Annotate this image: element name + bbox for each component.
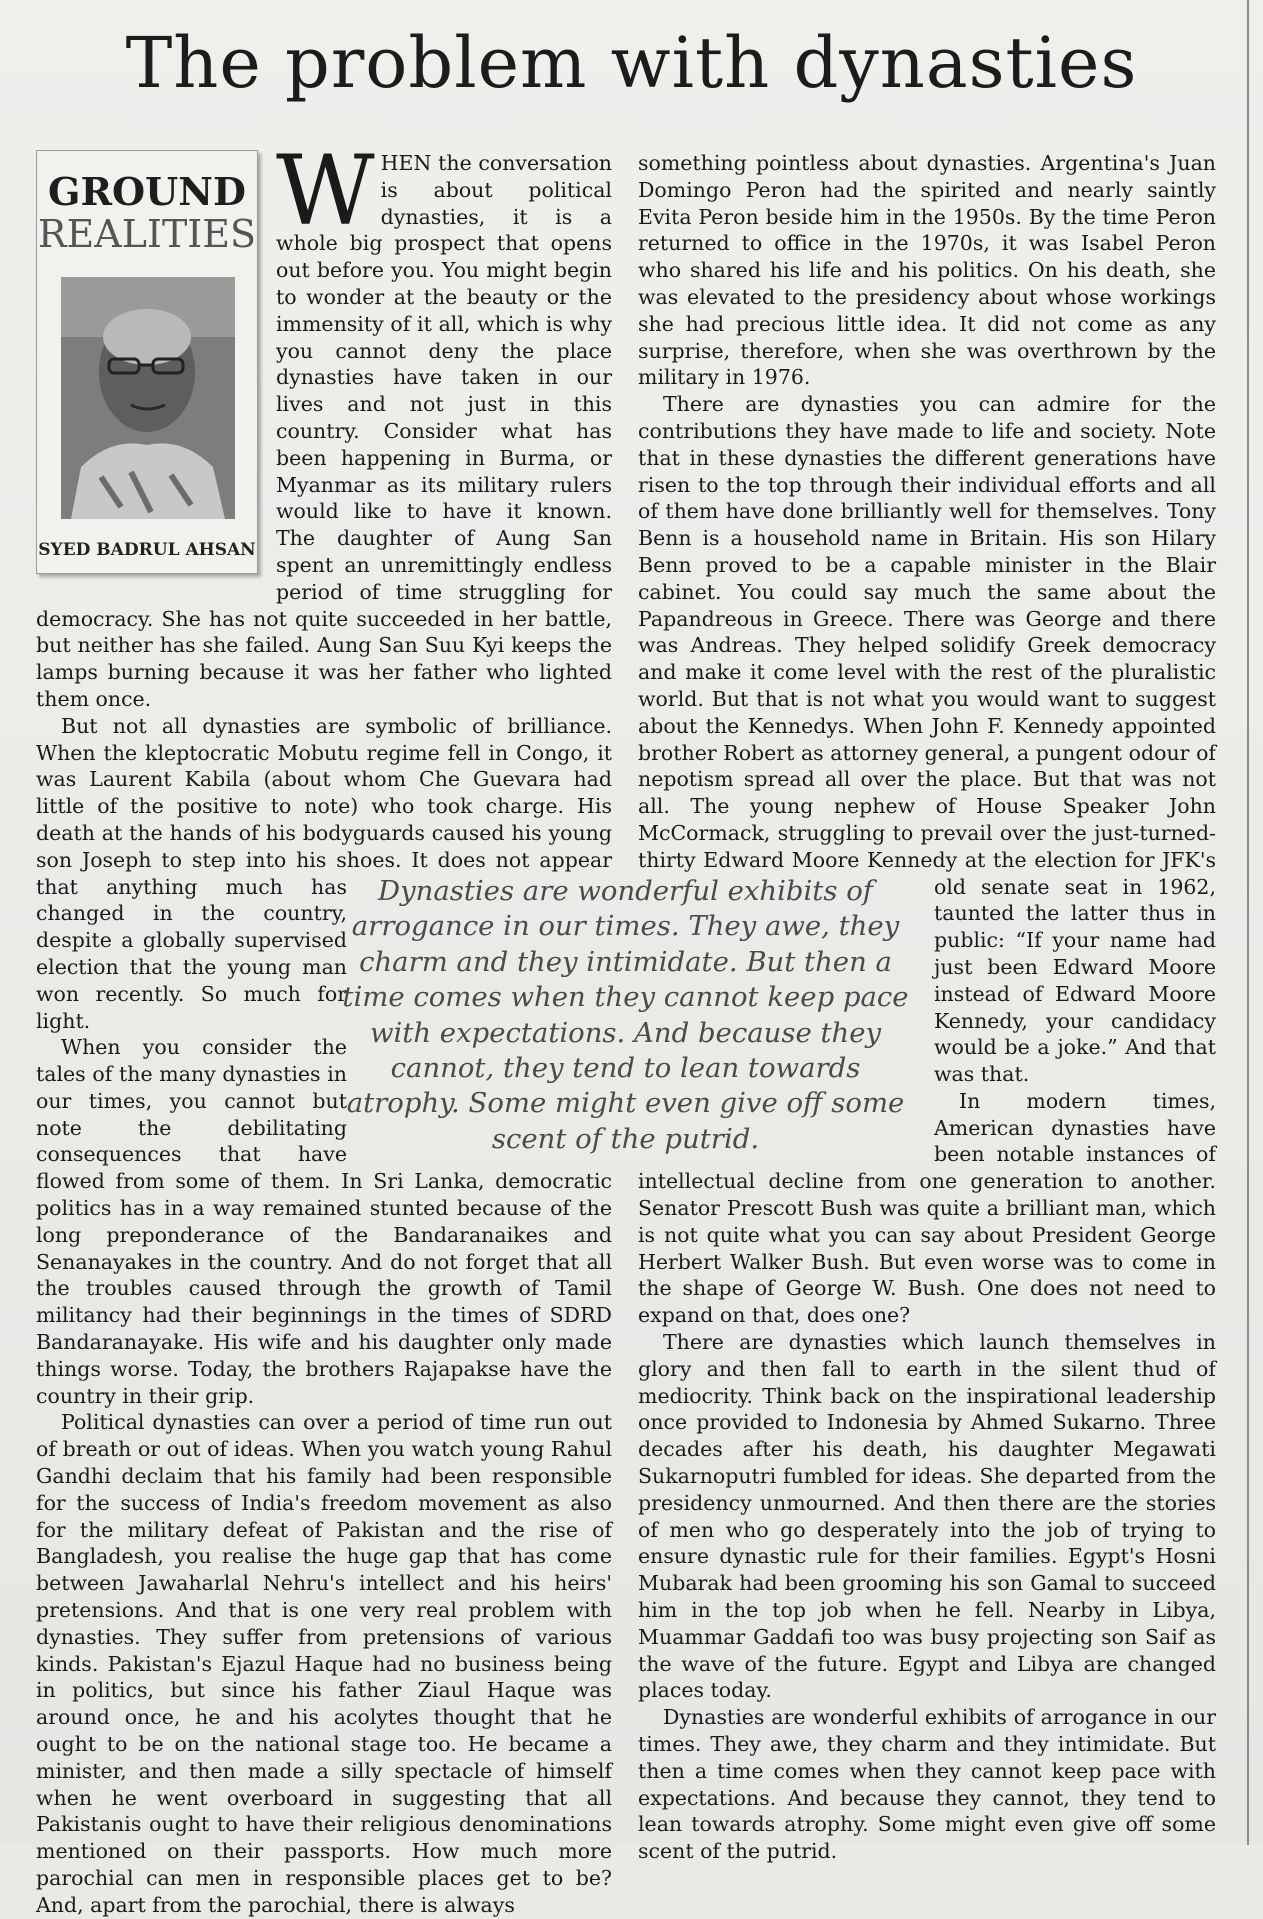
article-paragraph: something pointless about dynasties. Argentina's Juan Domingo Peron had the spirited and nearly saintly Evita Peron beside him in the 1950s. By the time Peron returned to office in the 1970s, it was Isabel Peron who shared his life and his politics. On his death, she was elevated to the presidency about whose workings she had precious little idea. It did not come as any surprise, therefore, when she was overthrown by the military in 1976. [638,151,1216,390]
article-paragraph: In modern times, American dynasties have been notable instances of intellectual decline from one generation to another. Senator Prescott Bush was quite a brilliant man, which is not quite what you can say about President George Herbert Walker Bush. But even worse was to come in the shape of George W. Bush. One does not need to expand on that, does one? [638,1088,1216,1328]
article-paragraph: Dynasties are wonderful exhibits of arrogance in our times. They awe, they charm and they intimidate. But then a time comes when they cannot keep pace with expectations. And because they cannot, they tend to lean towards atrophy. Some might even give off some scent of the putrid. [638,1705,1216,1864]
drop-cap: W [276,135,375,247]
column-box [36,150,258,574]
article-paragraph: There are dynasties which launch themselves in glory and then fall to earth in the silent thud of mediocrity. Think back on the inspirational leadership once provided to Indonesia by Ahmed Sukarno. Three decades after his death, his daughter Megawati Sukarnoputri fumbled for ideas. She departed from the presidency unmourned. And then there are the stories of men who go desperately into the job of trying to ensure dynastic rule for their families. Egypt's Hosni Mubarak had been grooming his son Gamal to succeed him in the top job when he fell. Nearby in Libya, Muammar Gaddafi too was busy projecting son Saif as the wave of the future. Egypt and Libya are changed places today. [638,1330,1216,1703]
article-paragraph: Political dynasties can over a period of time run out of breath or out of ideas. When you watch young Rahul Gandhi declaim that his family had been responsible for the success of India's freedom movement as also for the military defeat of Pakistan and the rise of Bangladesh, you realise the huge gap that has come between Jawaharlal Nehru's intellect and his heirs' pretensions. And that is one very real problem with dynasties. They suffer from pretensions of various kinds. Pakistan's Ejazul Haque had no business being in politics, but since his father Ziaul Haque was around once, he and his acolytes thought that he ought to be on the national stage too. He became a minister, and then made a silly spectacle of himself when he went overboard in suggesting that all Pakistanis ought to have their religious denominations mentioned on their passports. How much more parochial can men in responsible places get to be? And, apart from the parochial, there is always [36,1410,612,1917]
lead-text: HEN the conversation is about political dynasties, it is a whole big prospect that opens out before you. You might begin to wonder at the beauty or the immensity of it all, which is why you cannot deny the place dynasties have taken in our lives and not just in this country. Consider what has been happening in Burma, or Myanmar as its military rulers would like to have it known. The daughter of Aung San spent an unremittingly endless period of time struggling for democracy. She has not quite succeeded in her battle, but neither has she failed. Aung San Suu Kyi keeps the lamps burning because it was her father who lighted them once. [36,151,612,711]
headline: The problem with dynasties [125,22,1138,104]
article-paragraph: But not all dynasties are symbolic of brilliance. When the kleptocratic Mobutu regime fell in Congo, it was Laurent Kabila (about whom Che Guevara had little of the positive to note) who took charge. His death at the hands of his bodyguards caused his young son Joseph to step into his shoes. It does not appear that anything much has changed in the country, despite a globally supervised election that the young man won recently. So much for light. [36,713,612,1035]
article-paragraph: There are dynasties you can admire for the contributions they have made to life and society. Note that in these dynasties the different generations have risen to the top through their individual efforts and all of them have done brilliantly well for themselves. Tony Benn is a household name in Britain. His son Hilary Benn proved to be a capable minister in the Blair cabinet. You could say much the same about the Papandreous in Greece. There was George and there was Andreas. They helped solidify Greek democracy and make it come level with the rest of the pluralistic world. But that is not what you would want to suggest about the Kennedys. When John F. Kennedy appointed brother Robert as attorney general, a pungent odour of nepotism spread all over the place. But that was not all. The young nephew of House Speaker John McCormack, struggling to prevail over the just-turned-thirty Edward Moore Kennedy at the election for JFK's old senate seat in 1962, taunted the latter thus in public: “If your name had just been Edward Moore instead of Edward Moore Kennedy, your candidacy would be a joke.” And that was that. [638,391,1216,1088]
page-edge-divider [1247,0,1249,1845]
column-title-line1: GROUND [48,169,246,214]
article-paragraph: When you consider the tales of the many dynasties in our times, you cannot but note the debilitating consequences that have flowed from some of them. In Sri Lanka, democratic politics has in a way remained stunted because of the long preponderance of the Bandaranaikes and Senanayakes in the country. And do not forget that all the troubles caused through the growth of Tamil militancy had their beginnings in the times of SDRD Bandaranayake. His wife and his daughter only made things worse. Today, the brothers Rajapakse have the country in their grip. [36,1035,612,1408]
column-title-line2: REALITIES [37,212,257,256]
author-byline: SYED BADRUL AHSAN [38,540,256,560]
author-portrait-icon [61,277,235,519]
pull-quote: Dynasties are wonderful exhibits of arrogance in our times. They awe, they charm and they intimidate. But then a time comes when they cannot keep pace with expectations. And because they cannot, they tend to lean towards atrophy. Some might even give off some scent of the putrid. [342,875,909,1155]
